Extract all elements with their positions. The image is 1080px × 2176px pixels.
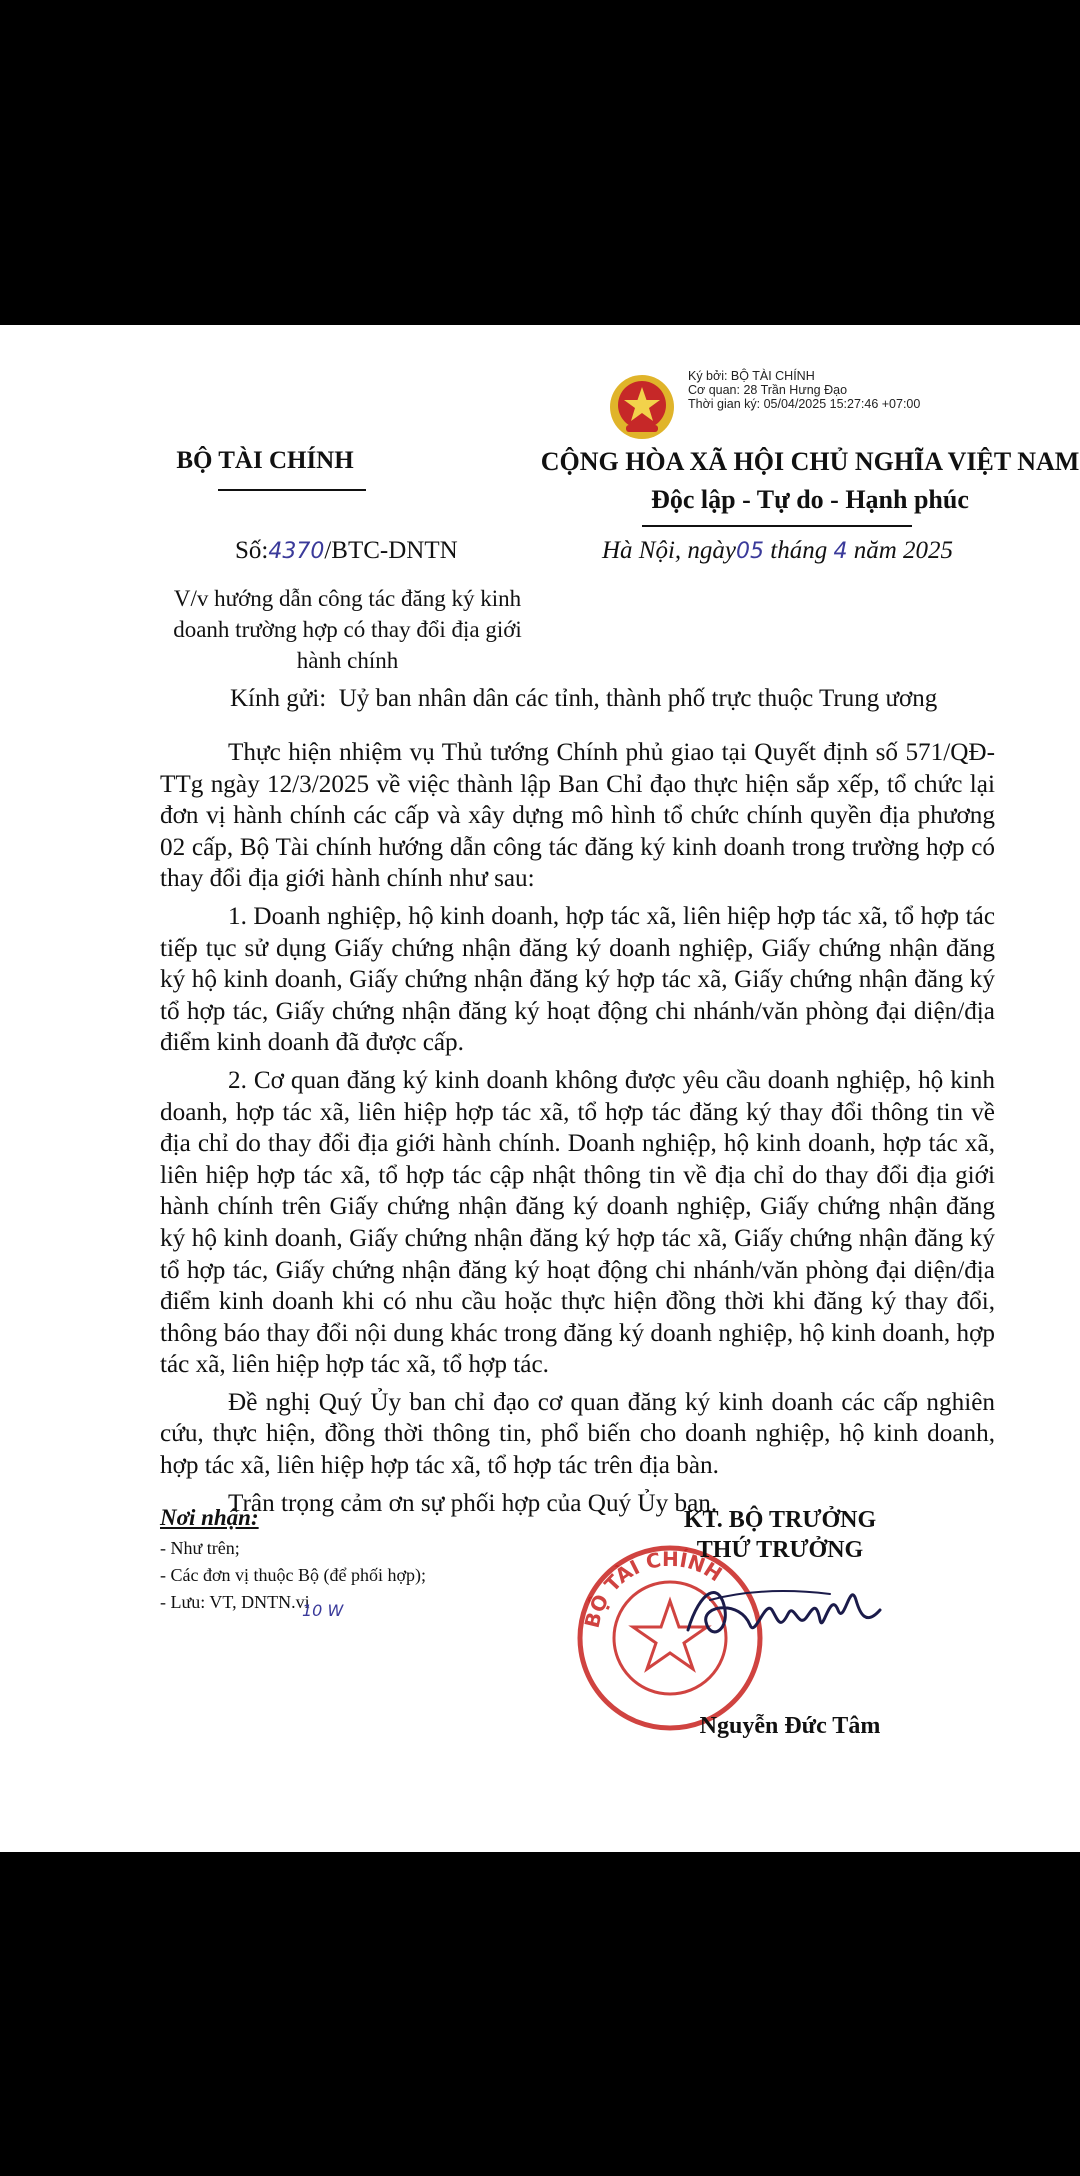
recipient-name: Uỷ ban nhân dân các tỉnh, thành phố trực thuộc Trung ương [338, 685, 938, 712]
digital-signature-info [688, 369, 920, 411]
issuer-name: BỘ TÀI CHÍNH [176, 447, 354, 474]
body-paragraph: 2. Cơ quan đăng ký kinh doanh không được yêu cầu doanh nghiệp, hộ kinh doanh, hợp tác xã, liên hiệp hợp tác xã, tổ hợp tác đăng ký thay đổi thông tin về địa chỉ do thay đổi địa giới hành chính. Doanh nghiệp, hộ kinh doanh, hợp tác xã, liên hiệp hợp tác xã, tổ hợp tác cập nhật thông tin về địa chỉ do thay đổi địa giới hành chính trên Giấy chứng nhận đăng ký doanh nghiệp, Giấy chứng nhận đăng ký hộ kinh doanh, Giấy chứng nhận đăng ký hợp tác xã, Giấy chứng nhận đăng ký tổ hợp tác, Giấy chứng nhận đăng ký hoạt động chi nhánh/văn phòng đại diện/địa điểm kinh doanh khi có nhu cầu hoặc thực hiện đồng thời khi đăng ký thay đổi, thông báo thay đổi nội dung khác trong đăng ký doanh nghiệp, hộ kinh doanh, hợp tác xã, liên hiệp hợp tác xã, tổ hợp tác. [160, 1066, 995, 1379]
body-paragraph: 1. Doanh nghiệp, hộ kinh doanh, hợp tác xã, liên hiệp hợp tác xã, tổ hợp tác tiếp tục sử dụng Giấy chứng nhận đăng ký doanh nghiệp, Giấy chứng nhận đăng ký hộ kinh doanh, Giấy chứng nhận đăng ký hợp tác xã, Giấy chứng nhận đăng ký tổ hợp tác, Giấy chứng nhận đăng ký hoạt động chi nhánh/văn phòng đại diện/địa điểm kinh doanh đã được cấp. [160, 902, 995, 1057]
receivers-title: Nơi nhận: [160, 1505, 259, 1530]
signature-title-line2: THỨ TRƯỞNG [696, 1537, 864, 1563]
receivers-list [160, 1535, 426, 1616]
signature-title-line1: KT. BỘ TRƯỞNG [683, 1507, 877, 1533]
date-year: năm 2025 [853, 537, 954, 564]
country-name: CỘNG HÒA XÃ HỘI CHỦ NGHĨA VIỆT NAM [540, 447, 1080, 476]
signer-name: Nguyễn Đức Tâm [699, 1713, 881, 1739]
motto-underline [642, 525, 912, 527]
recipient-label: Kính gửi: [230, 685, 327, 712]
handwritten-note: 10 W [302, 1601, 344, 1620]
document-body [160, 737, 995, 1525]
document-subject: V/v hướng dẫn công tác đăng ký kinh doanh trường hợp có thay đổi địa giới hành chính [173, 586, 522, 673]
body-paragraph: Trân trọng cảm ơn sự phối hợp của Quý Ủy ban. [228, 1489, 718, 1517]
issuer-underline [218, 489, 366, 491]
issue-date [602, 537, 953, 565]
handwritten-signature [680, 1570, 890, 1660]
signing-time: Thời gian ký: 05/04/2025 15:27:46 +07:00 [688, 397, 921, 411]
national-emblem-icon [608, 373, 676, 441]
document-number [235, 537, 458, 565]
receiver-item: - Như trên; [160, 1535, 426, 1562]
body-paragraph: Đề nghị Quý Ủy ban chỉ đạo cơ quan đăng ký kinh doanh các cấp nghiên cứu, thực hiện, đồng thời thông tin, phổ biến cho doanh nghiệp, hộ kinh doanh, hợp tác xã, liên hiệp hợp tác xã, tổ hợp tác trên địa bàn. [160, 1388, 995, 1480]
doc-number-handwritten: 4370 [268, 539, 325, 564]
body-paragraph: Thực hiện nhiệm vụ Thủ tướng Chính phủ giao tại Quyết định số 571/QĐ-TTg ngày 12/3/2025 về việc thành lập Ban Chỉ đạo thực hiện sắp xếp, tổ chức lại đơn vị hành chính các cấp và xây dựng mô hình tổ chức chính quyền địa phương 02 cấp, Bộ Tài chính hướng dẫn công tác đăng ký kinh doanh trong trường hợp có thay đổi địa giới hành chính như sau: [160, 739, 995, 893]
document-page [0, 325, 1080, 1852]
doc-number-suffix: /BTC-DNTN [324, 537, 458, 564]
date-place: Hà Nội, ngày [602, 537, 737, 564]
date-month: 4 [833, 539, 848, 564]
recipient-line [230, 685, 937, 713]
date-day: 05 [736, 539, 765, 564]
doc-number-prefix: Số: [235, 537, 269, 564]
national-motto: Độc lập - Tự do - Hạnh phúc [651, 485, 969, 514]
receiver-item: - Các đơn vị thuộc Bộ (để phối hợp); [160, 1562, 426, 1589]
signature-title [600, 1505, 960, 1565]
date-month-label: tháng [770, 537, 828, 564]
svg-text:BỘ TÀI CHÍNH: BỘ TÀI CHÍNH [579, 1546, 727, 1631]
signing-agency: Cơ quan: 28 Trần Hưng Đạo [688, 383, 848, 397]
receiver-item: - Lưu: VT, DNTN.vi [160, 1589, 426, 1616]
signed-by: Ký bởi: BỘ TÀI CHÍNH [688, 369, 815, 383]
